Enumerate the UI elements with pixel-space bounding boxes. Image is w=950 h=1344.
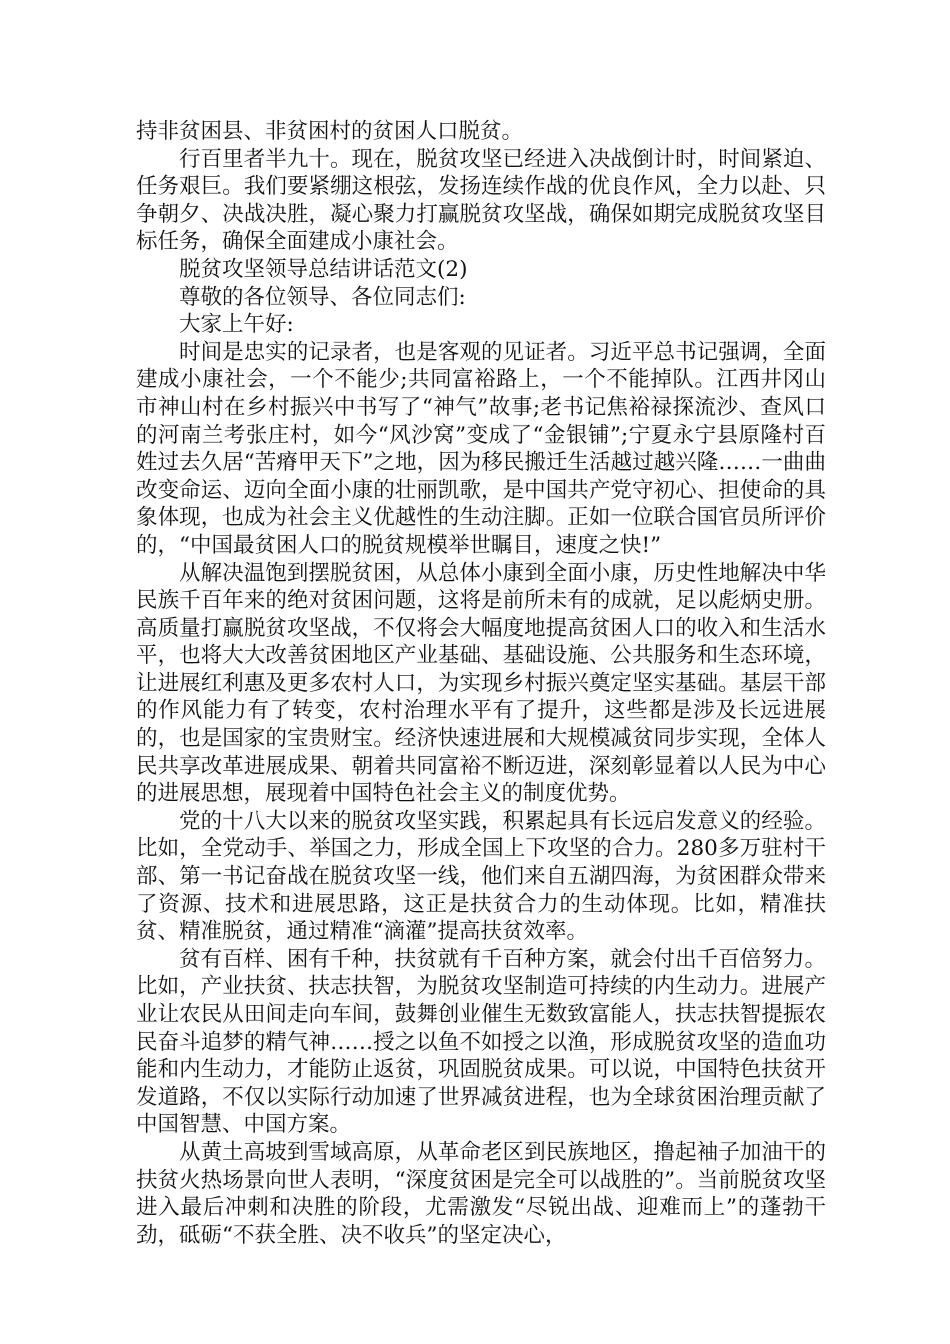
paragraph-3: 时间是忠实的记录者，也是客观的见证者。习近平总书记强调，全面建成小康社会，一个不能少;共同富裕路上，一个不能掉队。江西井冈山市神山村在乡村振兴中书写了“神气”故事;老书记焦裕禄探流沙、查风口的河南兰考张庄村，如今“风沙窝”变成了“金银铺”;宁夏永宁县原隆村百姓过去久居“苦瘠甲天下”之地，因为移民搬迁生活越过越兴隆……一曲曲改变命运、迈向全面小康的壮丽凯歌，是中国共产党守初心、担使命的具象体现，也成为社会主义优越性的生动注脚。正如一位联合国官员所评价的，“中国最贫困人口的脱贫规模举世瞩目，速度之快!” (136, 339, 826, 558)
paragraph-4: 从解决温饱到摆脱贫困，从总体小康到全面小康，历史性地解决中华民族千百年来的绝对贫困问题，这将是前所未有的成就，足以彪炳史册。高质量打赢脱贫攻坚战，不仅将会大幅度地提高贫困人口的收入和生活水平，也将大大改善贫困地区产业基础、基础设施、公共服务和生态环境，让进展红利惠及更多农村人口，为实现乡村振兴奠定坚实基础。基层干部的作风能力有了转变，农村治理水平有了提升，这些都是涉及长远进展的，也是国家的宝贵财宝。经济快速进展和大规模减贫同步实现，全体人民共享改革进展成果、朝着共同富裕不断迈进，深刻彰显着以人民为中心的进展思想，展现着中国特色社会主义的制度优势。 (136, 560, 826, 807)
document-body (136, 118, 826, 1249)
paragraph-6: 贫有百样、困有千种，扶贫就有千百种方案，就会付出千百倍努力。比如，产业扶贫、扶志扶智，为脱贫攻坚制造可持续的内生动力。进展产业让农民从田间走向车间，鼓舞创业催生无数致富能人，扶志扶智提振农民奋斗追梦的精气神……授之以鱼不如授之以渔，形成脱贫攻坚的造血功能和内生动力，才能防止返贫，巩固脱贫成果。可以说，中国特色扶贫开发道路，不仅以实际行动加速了世界减贫进程，也为全球贫困治理贡献了中国智慧、中国方案。 (136, 946, 826, 1138)
salutation: 尊敬的各位领导、各位同志们: (179, 284, 466, 310)
paragraph-2: 行百里者半九十。现在，脱贫攻坚已经进入决战倒计时，时间紧迫、任务艰巨。我们要紧绷这根弦，发扬连续作战的优良作风，全力以赴、只争朝夕、决战决胜，凝心聚力打赢脱贫攻坚战，确保如期完成脱贫攻坚目标任务，确保全面建成小康社会。 (136, 146, 826, 255)
greeting: 大家上午好: (179, 312, 294, 338)
paragraph-5: 党的十八大以来的脱贫攻坚实践，积累起具有长远启发意义的经验。比如，全党动手、举国之力，形成全国上下攻坚的合力。280多万驻村干部、第一书记奋战在脱贫攻坚一线，他们来自五湖四海，为贫困群众带来了资源、技术和进展思路，这正是扶贫合力的生动体现。比如，精准扶贫、精准脱贫，通过精准“滴灌”提高扶贫效率。 (136, 808, 826, 945)
paragraph-7: 从黄土高坡到雪域高原，从革命老区到民族地区，撸起袖子加油干的扶贫火热场景向世人表明，“深度贫困是完全可以战胜的”。当前脱贫攻坚进入最后冲刺和决胜的阶段，尤需激发“尽锐出战、迎难而上”的蓬勃干劲，砥砺“不获全胜、决不收兵”的坚定决心， (136, 1139, 826, 1248)
section-title: 脱贫攻坚领导总结讲话范文(2) (179, 256, 468, 282)
paragraph-1: 持非贫困县、非贫困村的贫困人口脱贫。 (136, 119, 524, 144)
